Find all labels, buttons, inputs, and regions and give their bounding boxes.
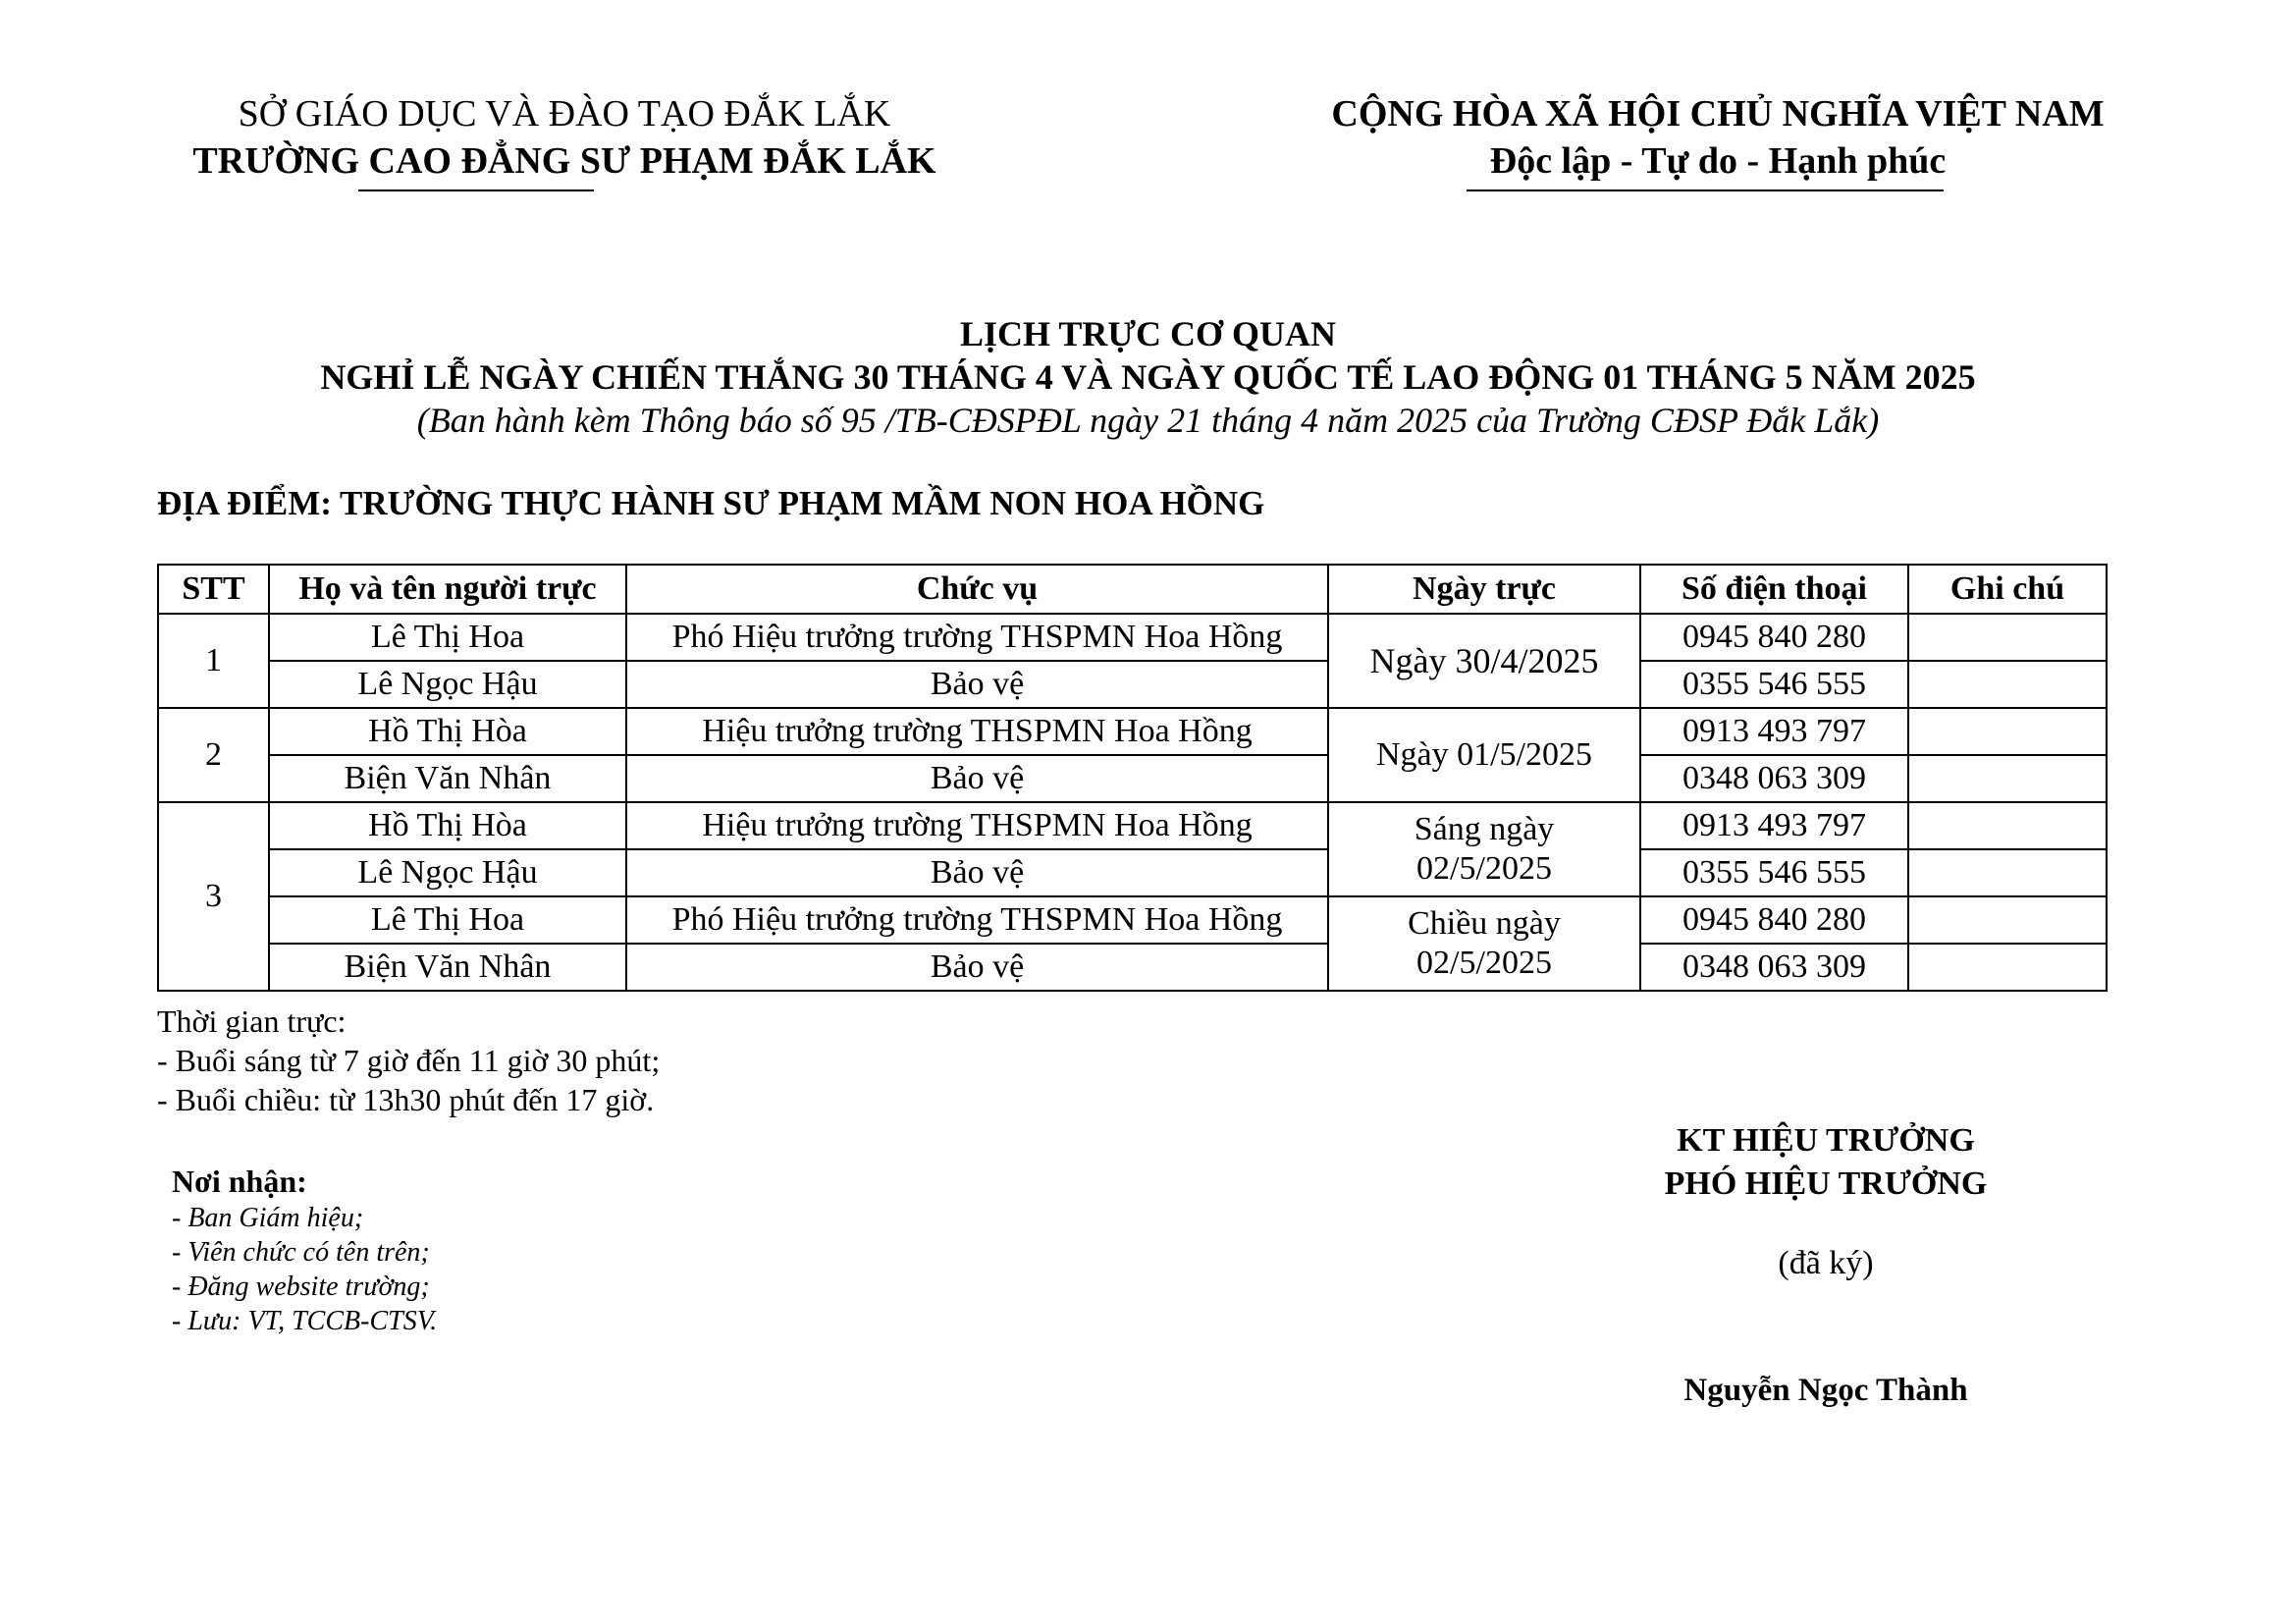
- org-parent-name: SỞ GIÁO DỤC VÀ ĐÀO TẠO ĐẮK LẮK: [238, 93, 891, 135]
- cell-date: Ngày 01/5/2025: [1328, 708, 1640, 802]
- table-row: [158, 708, 2107, 755]
- issuing-org-block: [147, 90, 982, 185]
- header-date: Ngày trực: [1328, 565, 1640, 614]
- cell-date-line2: 02/5/2025: [1416, 945, 1552, 981]
- duty-time-block: [157, 1001, 660, 1119]
- table-row: [158, 614, 2107, 661]
- table-row: [158, 896, 2107, 944]
- motto-underline: [1467, 189, 1944, 191]
- signature-role-line1: KT HIỆU TRƯỞNG: [1677, 1122, 1975, 1159]
- table-row: [158, 944, 2107, 991]
- cell-date: [1328, 802, 1640, 896]
- document-reference: (Ban hành kèm Thông báo số 95 /TB-CĐSPĐL ngày 21 tháng 4 năm 2025 của Trường CĐSP Đắk Lắk): [416, 401, 1880, 440]
- duty-time-title: Thời gian trực:: [157, 1003, 347, 1039]
- header-name: Họ và tên người trực: [269, 565, 626, 614]
- signature-status: (đã ký): [1778, 1245, 1874, 1281]
- signer-name: Nguyễn Ngọc Thành: [1683, 1373, 1968, 1408]
- cell-name: Lê Ngọc Hậu: [269, 849, 626, 896]
- cell-note: [1908, 944, 2107, 991]
- recipients-title: Nơi nhận:: [172, 1164, 307, 1199]
- duty-time-afternoon: - Buổi chiều: từ 13h30 phút đến 17 giờ.: [157, 1082, 655, 1117]
- cell-position: Phó Hiệu trưởng trường THSPMN Hoa Hồng: [626, 614, 1328, 661]
- cell-phone: 0355 546 555: [1640, 849, 1908, 896]
- cell-phone: 0945 840 280: [1640, 614, 1908, 661]
- cell-date-line2: 02/5/2025: [1416, 850, 1552, 887]
- org-underline: [358, 189, 594, 191]
- table-row: [158, 802, 2107, 849]
- cell-position: Phó Hiệu trưởng trường THSPMN Hoa Hồng: [626, 896, 1328, 944]
- table-row: [158, 661, 2107, 708]
- national-name: CỘNG HÒA XÃ HỘI CHỦ NGHĨA VIỆT NAM: [1331, 93, 2105, 135]
- table-row: [158, 755, 2107, 802]
- cell-phone: 0913 493 797: [1640, 708, 1908, 755]
- list-item: - Đăng website trường;: [172, 1272, 430, 1302]
- header-stt: STT: [158, 565, 269, 614]
- cell-note: [1908, 614, 2107, 661]
- cell-name: Biện Văn Nhân: [269, 944, 626, 991]
- cell-date: Ngày 30/4/2025: [1328, 614, 1640, 708]
- cell-date-line1: Sáng ngày: [1414, 811, 1555, 847]
- cell-stt: 3: [158, 802, 269, 991]
- cell-note: [1908, 661, 2107, 708]
- cell-note: [1908, 755, 2107, 802]
- cell-position: Hiệu trưởng trường THSPMN Hoa Hồng: [626, 708, 1328, 755]
- cell-phone: 0913 493 797: [1640, 802, 1908, 849]
- header-position: Chức vụ: [626, 565, 1328, 614]
- list-item: - Lưu: VT, TCCB-CTSV.: [172, 1306, 438, 1336]
- cell-position: Bảo vệ: [626, 755, 1328, 802]
- cell-name: Hồ Thị Hòa: [269, 802, 626, 849]
- cell-position: Bảo vệ: [626, 661, 1328, 708]
- header-phone: Số điện thoại: [1640, 565, 1908, 614]
- national-motto-block: [1276, 90, 2160, 185]
- duty-location: ĐỊA ĐIỂM: TRƯỜNG THỰC HÀNH SƯ PHẠM MẦM NON HOA HỒNG: [157, 484, 1265, 522]
- document-title-block: [0, 312, 2296, 442]
- cell-name: Hồ Thị Hòa: [269, 708, 626, 755]
- list-item: - Viên chức có tên trên;: [172, 1237, 430, 1268]
- table-row: [158, 849, 2107, 896]
- signature-role-line2: PHÓ HIỆU TRƯỞNG: [1664, 1165, 1988, 1202]
- cell-stt: 2: [158, 708, 269, 802]
- cell-position: Hiệu trưởng trường THSPMN Hoa Hồng: [626, 802, 1328, 849]
- cell-stt: 1: [158, 614, 269, 708]
- national-motto: Độc lập - Tự do - Hạnh phúc: [1489, 140, 1947, 182]
- cell-date: [1328, 896, 1640, 991]
- duty-time-morning: - Buổi sáng từ 7 giờ đến 11 giờ 30 phút;: [157, 1043, 661, 1078]
- table-header-row: [158, 565, 2107, 614]
- document-title: LỊCH TRỰC CƠ QUAN: [959, 314, 1337, 353]
- cell-name: Lê Thị Hoa: [269, 896, 626, 944]
- signature-title-block: [1590, 1119, 2061, 1206]
- duty-schedule-table: [157, 564, 2108, 992]
- cell-name: Biện Văn Nhân: [269, 755, 626, 802]
- cell-phone: 0355 546 555: [1640, 661, 1908, 708]
- recipients-list: [172, 1201, 437, 1338]
- cell-date-line1: Chiều ngày: [1408, 905, 1561, 942]
- cell-note: [1908, 802, 2107, 849]
- cell-phone: 0348 063 309: [1640, 755, 1908, 802]
- header-note: Ghi chú: [1908, 565, 2107, 614]
- cell-name: Lê Thị Hoa: [269, 614, 626, 661]
- cell-position: Bảo vệ: [626, 944, 1328, 991]
- cell-note: [1908, 849, 2107, 896]
- cell-note: [1908, 708, 2107, 755]
- cell-phone: 0945 840 280: [1640, 896, 1908, 944]
- document-subtitle: NGHỈ LỄ NGÀY CHIẾN THẮNG 30 THÁNG 4 VÀ NGÀY QUỐC TẾ LAO ĐỘNG 01 THÁNG 5 NĂM 2025: [320, 357, 1976, 397]
- cell-position: Bảo vệ: [626, 849, 1328, 896]
- list-item: - Ban Giám hiệu;: [172, 1203, 364, 1233]
- cell-phone: 0348 063 309: [1640, 944, 1908, 991]
- cell-name: Lê Ngọc Hậu: [269, 661, 626, 708]
- cell-note: [1908, 896, 2107, 944]
- org-name: TRƯỜNG CAO ĐẲNG SƯ PHẠM ĐẮK LẮK: [192, 140, 936, 182]
